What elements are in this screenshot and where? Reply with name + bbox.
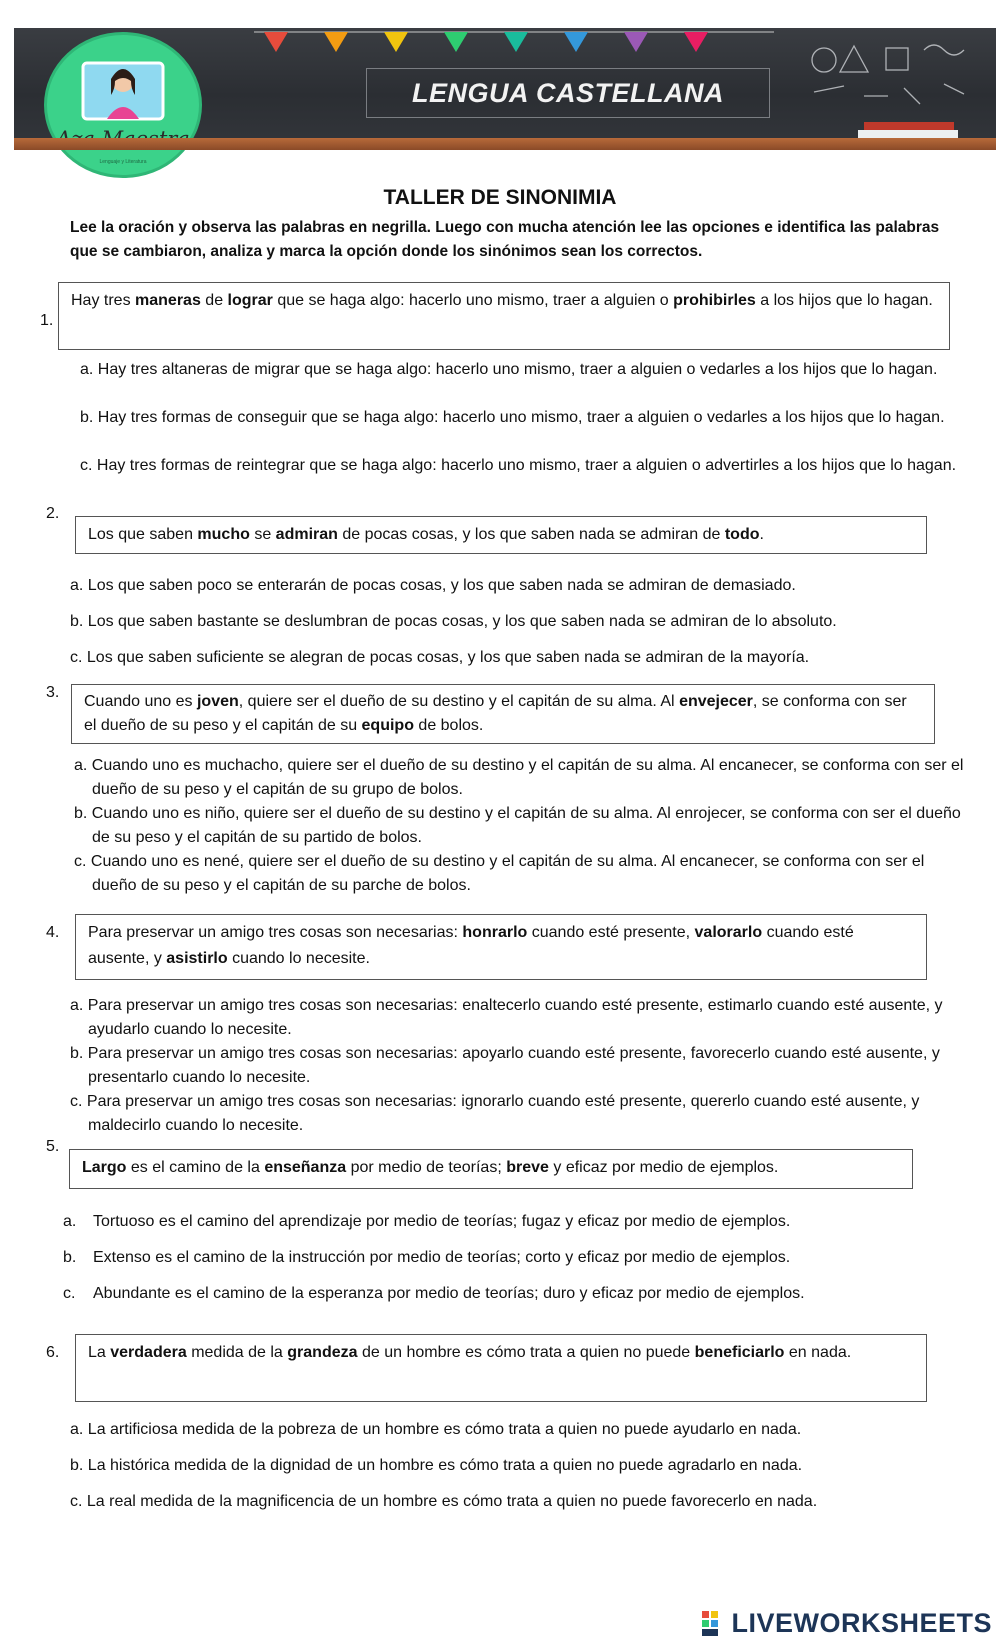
- bunting-decoration: [254, 28, 774, 60]
- answer-option[interactable]: b. Hay tres formas de conseguir que se haga algo: hacerlo uno mismo, traer a alguien o vedarles a los hijos que lo hagan.: [80, 409, 945, 426]
- chalkboard-doodles: [794, 36, 984, 116]
- answer-option[interactable]: b. Los que saben bastante se deslumbran de pocas cosas, y los que saben nada se admiran de lo absoluto.: [70, 613, 837, 630]
- question-sentence-box: Para preservar un amigo tres cosas son necesarias: honrarlo cuando esté presente, valorarlo cuando esté ausente, y asistirlo cuando lo necesite.: [75, 914, 927, 980]
- bold-word: honrarlo: [462, 924, 528, 941]
- bold-word: maneras: [135, 292, 201, 309]
- header-banner: [14, 28, 996, 165]
- question-sentence-box: La verdadera medida de la grandeza de un hombre es cómo trata a quien no puede beneficiarlo en nada.: [75, 1334, 927, 1402]
- question-number: 1.: [40, 312, 54, 329]
- question-number: 6.: [46, 1344, 60, 1361]
- bold-word: Largo: [82, 1159, 127, 1176]
- answer-option[interactable]: c. Abundante es el camino de la esperanza por medio de teorías; duro y eficaz por medio de ejemplos.: [63, 1285, 805, 1302]
- answer-option[interactable]: a. Para preservar un amigo tres cosas son necesarias: enaltecerlo cuando esté presente, estimarlo cuando esté ausente, y ayudarlo cuando lo necesite.: [70, 997, 943, 1038]
- answer-option[interactable]: a. Los que saben poco se enterarán de pocas cosas, y los que saben nada se admiran de demasiado.: [70, 577, 796, 594]
- question-number: 4.: [46, 924, 60, 941]
- bold-word: verdadera: [110, 1344, 187, 1361]
- teacher-logo: [44, 32, 202, 178]
- bold-word: equipo: [361, 717, 414, 734]
- answer-option[interactable]: c. Para preservar un amigo tres cosas son necesarias: ignorarlo cuando esté presente, quererlo cuando esté ausente, y maldecirlo cuando lo necesite.: [70, 1093, 920, 1134]
- liveworksheets-text: LIVEWORKSHEETS: [731, 1608, 992, 1638]
- question-sentence-box: Largo es el camino de la enseñanza por medio de teorías; breve y eficaz por medio de ejemplos.: [69, 1149, 913, 1189]
- answer-option[interactable]: a. Cuando uno es muchacho, quiere ser el dueño de su destino y el capitán de su alma. Al encanecer, se conforma con ser el dueño de su peso y el capitán de su grupo de bolos.: [74, 757, 964, 798]
- banner-shelf: [14, 138, 996, 150]
- document-title: TALLER DE SINONIMIA: [383, 186, 617, 209]
- answer-option[interactable]: b. La histórica medida de la dignidad de un hombre es cómo trata a quien no puede agradarlo en nada.: [70, 1457, 803, 1474]
- question-sentence-box: Cuando uno es joven, quiere ser el dueño de su destino y el capitán de su alma. Al envejecer, se conforma con ser el dueño de su peso y el capitán de su equipo de bolos.: [71, 684, 935, 744]
- bold-word: todo: [724, 526, 760, 543]
- bold-word: prohibirles: [673, 292, 756, 309]
- bold-word: asistirlo: [166, 950, 228, 967]
- bold-word: valorarlo: [694, 924, 763, 941]
- bold-word: grandeza: [287, 1344, 358, 1361]
- answer-option[interactable]: a. La artificiosa medida de la pobreza de un hombre es cómo trata a quien no puede ayudarlo en nada.: [70, 1421, 802, 1438]
- question-sentence-box: Los que saben mucho se admiran de pocas cosas, y los que saben nada se admiran de todo.: [75, 516, 927, 554]
- answer-option[interactable]: b. Para preservar un amigo tres cosas son necesarias: apoyarlo cuando esté presente, favorecerlo cuando esté ausente, y presentarlo cuando lo necesite.: [70, 1045, 940, 1086]
- answer-option[interactable]: c. Cuando uno es nené, quiere ser el dueño de su destino y el capitán de su alma. Al encanecer, se conforma con ser el dueño de su peso y el capitán de su parche de bolos.: [74, 853, 925, 894]
- banner-title: LENGUA CASTELLANA: [412, 77, 724, 108]
- answer-option[interactable]: c. Hay tres formas de reintegrar que se haga algo: hacerlo uno mismo, traer a alguien o advertirles a los hijos que lo hagan.: [80, 457, 957, 474]
- instructions: Lee la oración y observa las palabras en negrilla. Luego con mucha atención lee las opciones e identifica las palabras que se cambiaron, analiza y marca la opción donde los sinónimos sean los correctos.: [70, 219, 940, 260]
- answer-option[interactable]: a. Hay tres altaneras de migrar que se haga algo: hacerlo uno mismo, traer a alguien o vedarles a los hijos que lo hagan.: [80, 361, 938, 378]
- question-sentence-box: Hay tres maneras de lograr que se haga algo: hacerlo uno mismo, traer a alguien o prohibirles a los hijos que lo hagan.: [58, 282, 950, 350]
- question-number: 2.: [46, 505, 60, 522]
- bold-word: beneficiarlo: [694, 1344, 785, 1361]
- bold-word: mucho: [197, 526, 250, 543]
- answer-option[interactable]: c. La real medida de la magnificencia de un hombre es cómo trata a quien no puede favorecerlo en nada.: [70, 1493, 818, 1510]
- liveworksheets-logo: [702, 1608, 992, 1639]
- bold-word: admiran: [275, 526, 338, 543]
- answer-option[interactable]: a. Tortuoso es el camino del aprendizaje por medio de teorías; fugaz y eficaz por medio de ejemplos.: [63, 1213, 791, 1230]
- bold-word: enseñanza: [264, 1159, 347, 1176]
- bold-word: breve: [506, 1159, 549, 1176]
- bold-word: lograr: [227, 292, 273, 309]
- answer-option[interactable]: b. Extenso es el camino de la instrucción por medio de teorías; corto y eficaz por medio de ejemplos.: [63, 1249, 791, 1266]
- banner-title-box: [366, 68, 770, 118]
- question-number: 3.: [46, 684, 60, 701]
- teacher-avatar-icon: [47, 35, 199, 175]
- answer-option[interactable]: c. Los que saben suficiente se alegran de pocas cosas, y los que saben nada se admiran de la mayoría.: [70, 649, 810, 666]
- liveworksheets-icon: [702, 1611, 728, 1637]
- answer-option[interactable]: b. Cuando uno es niño, quiere ser el dueño de su destino y el capitán de su alma. Al enrojecer, se conforma con ser el dueño de su peso y el capitán de su partido de bolos.: [74, 805, 961, 846]
- logo-tagline: Lenguaje y Literatura: [99, 159, 147, 165]
- question-number: 5.: [46, 1138, 60, 1155]
- bold-word: joven: [196, 693, 239, 710]
- bold-word: envejecer: [679, 693, 753, 710]
